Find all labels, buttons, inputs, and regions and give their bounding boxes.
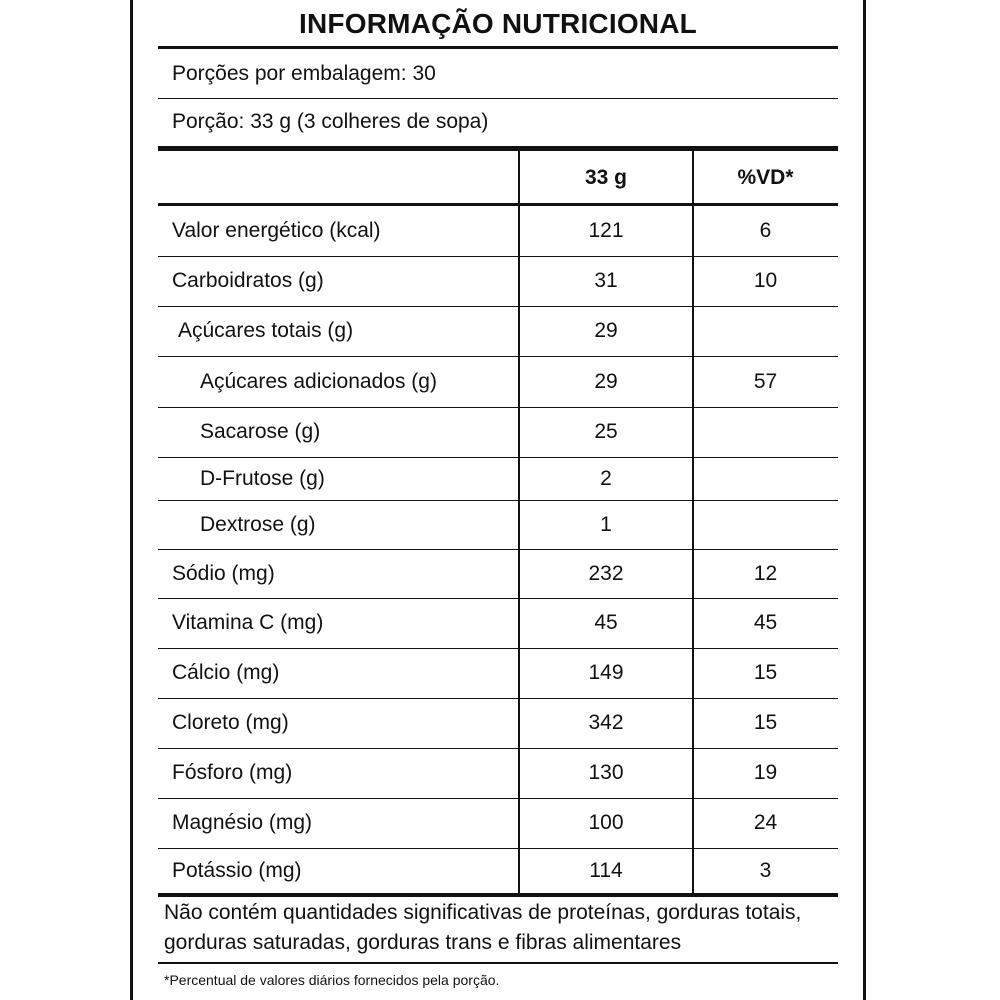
nutrient-amount: 1 bbox=[600, 512, 612, 536]
nutrient-amount: 45 bbox=[594, 611, 618, 634]
nutrient-amount: 121 bbox=[588, 219, 624, 242]
nutrient-amount: 114 bbox=[589, 858, 623, 882]
nutrient-amount: 100 bbox=[588, 811, 624, 834]
table-row bbox=[158, 748, 838, 798]
nutrient-dv: 19 bbox=[753, 761, 778, 784]
nutrient-amount: 31 bbox=[594, 269, 618, 292]
nutrient-name: Fósforo (mg) bbox=[172, 761, 293, 784]
table-row bbox=[158, 356, 838, 407]
footnote-dv: *Percentual de valores diários fornecidos pela porção. bbox=[164, 972, 500, 988]
table-row bbox=[158, 306, 838, 356]
nutrient-dv: 15 bbox=[753, 711, 778, 734]
nutrient-name: Carboidratos (g) bbox=[172, 269, 324, 292]
nutrient-amount: 342 bbox=[588, 711, 624, 734]
footnote-not-significant: Não contém quantidades significativas de proteínas, gorduras totais, gorduras saturadas, gorduras trans e fibras alimentares bbox=[164, 901, 802, 954]
title-rule bbox=[158, 46, 838, 49]
nutrient-name: Vitamina C (mg) bbox=[172, 611, 324, 634]
table-row bbox=[158, 407, 838, 457]
servings-per-package: Porções por embalagem: 30 bbox=[172, 62, 436, 85]
nutrient-amount: 2 bbox=[600, 466, 612, 490]
nutrient-dv bbox=[693, 407, 838, 457]
column-divider-amount bbox=[518, 151, 520, 894]
header-amount: 33 g bbox=[584, 165, 628, 189]
nutrient-name: Açúcares totais (g) bbox=[178, 319, 354, 342]
table-row bbox=[158, 598, 838, 648]
nutrition-label bbox=[158, 0, 838, 1000]
nutrient-amount: 25 bbox=[594, 420, 618, 443]
nutrient-name: Açúcares adicionados (g) bbox=[200, 369, 437, 393]
nutrient-name: Sódio (mg) bbox=[172, 561, 275, 585]
nutrient-dv bbox=[693, 457, 838, 500]
table-row bbox=[158, 848, 838, 893]
table-row bbox=[158, 500, 838, 549]
nutrient-dv: 24 bbox=[753, 811, 778, 834]
nutrient-amount: 29 bbox=[594, 319, 618, 342]
table-row bbox=[158, 648, 838, 698]
table-row bbox=[158, 206, 838, 256]
nutrient-dv: 6 bbox=[759, 219, 772, 242]
nutrient-dv: 15 bbox=[753, 661, 778, 684]
nutrient-amount: 232 bbox=[588, 561, 624, 585]
nutrient-name: Magnésio (mg) bbox=[172, 811, 313, 834]
table-row bbox=[158, 457, 838, 500]
serving-size: Porção: 33 g (3 colheres de sopa) bbox=[172, 110, 489, 133]
nutrient-name: Dextrose (g) bbox=[200, 512, 316, 536]
nutrient-name: Cloreto (mg) bbox=[172, 711, 289, 734]
table-row bbox=[158, 798, 838, 848]
nutrient-name: Cálcio (mg) bbox=[172, 661, 280, 684]
nutrient-amount: 130 bbox=[588, 761, 624, 784]
nutrient-dv: 45 bbox=[753, 611, 778, 634]
nutrient-dv bbox=[693, 306, 838, 356]
table-row bbox=[158, 698, 838, 748]
nutrient-dv: 12 bbox=[753, 561, 778, 585]
nutrient-name: D-Frutose (g) bbox=[200, 466, 325, 490]
table-bottom-rule bbox=[158, 893, 838, 897]
nutrient-name: Potássio (mg) bbox=[172, 858, 302, 882]
nutrient-name: Valor energético (kcal) bbox=[172, 219, 381, 242]
nutrient-name: Sacarose (g) bbox=[200, 420, 321, 443]
table-row bbox=[158, 549, 838, 598]
nutrient-dv: 57 bbox=[753, 369, 778, 393]
header-dv: %VD* bbox=[737, 165, 794, 189]
info-divider bbox=[158, 98, 838, 99]
nutrient-dv: 10 bbox=[753, 269, 778, 292]
label-title: INFORMAÇÃO NUTRICIONAL bbox=[299, 8, 697, 39]
nutrient-amount: 29 bbox=[594, 369, 618, 393]
nutrient-dv: 3 bbox=[759, 858, 772, 882]
column-divider-dv bbox=[692, 151, 694, 894]
table-header-row bbox=[158, 151, 838, 204]
footnote-divider bbox=[158, 962, 838, 964]
nutrient-dv bbox=[693, 500, 838, 549]
nutrient-amount: 149 bbox=[588, 661, 624, 684]
table-row bbox=[158, 256, 838, 306]
